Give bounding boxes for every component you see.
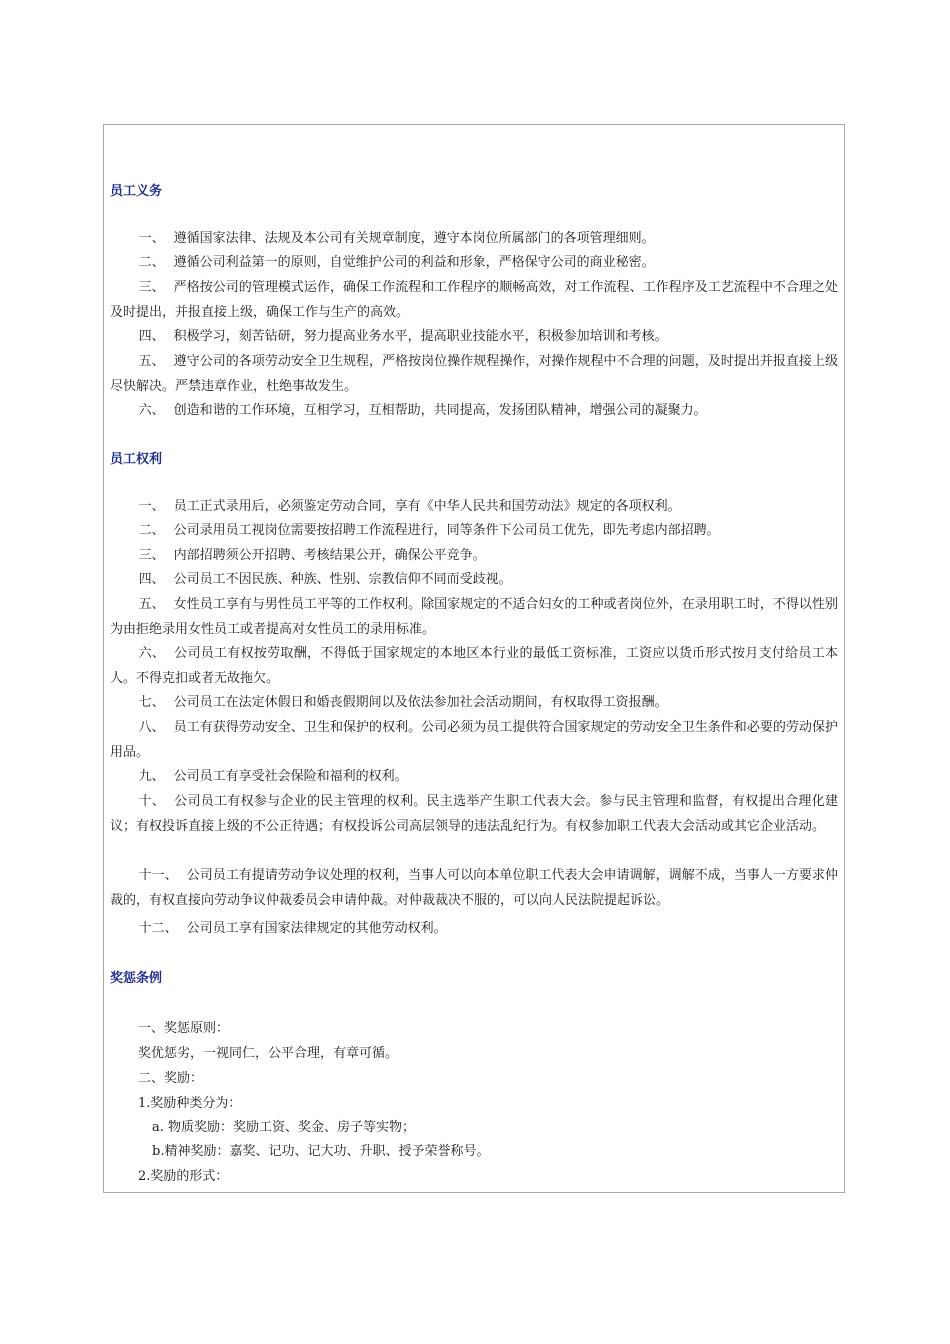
right-item-9: 九、 公司员工有享受社会保险和福利的权利。 xyxy=(138,769,408,784)
rewards-line-principle: 一、奖惩原则： xyxy=(138,1021,230,1036)
right-item-2: 二、 公司录用员工视岗位需要按招聘工作流程进行，同等条件下公司员工优先，即先考虑内部招聘。 xyxy=(138,523,720,538)
right-item-5: 五、 女性员工享有与男性员工平等的工作权利。除国家规定的不适合妇女的工种或者岗位外，在录用职工时，不得以性别为由拒绝录用女性员工或者提高对女性员工的录用标准。 xyxy=(110,597,838,637)
duty-item-1: 一、 遵循国家法律、法规及本公司有关规章制度，遵守本岗位所属部门的各项管理细则。 xyxy=(138,231,655,246)
rewards-line-material: a. 物质奖励：奖励工资、奖金、房子等实物； xyxy=(152,1120,416,1135)
duty-item-6: 六、 创造和谐的工作环境，互相学习，互相帮助，共同提高，发扬团队精神，增强公司的凝聚力。 xyxy=(138,403,707,418)
right-item-3: 三、 内部招聘须公开招聘、考核结果公开，确保公平竞争。 xyxy=(138,548,486,563)
right-item-7: 七、 公司员工在法定休假日和婚丧假期间以及依法参加社会活动期间，有权取得工资报酬。 xyxy=(138,695,668,710)
right-item-8: 八、 员工有获得劳动安全、卫生和保护的权利。公司必须为员工提供符合国家规定的劳动安全卫生条件和必要的劳动保护用品。 xyxy=(110,720,838,760)
right-item-10: 十、 公司员工有权参与企业的民主管理的权利。民主选举产生职工代表大会。参与民主管理和监督，有权提出合理化建议；有权投诉直接上级的不公正待遇；有权投诉公司高层领导的违法乱纪行为。有权参加职工代表大会活动或其它企业活动。 xyxy=(110,794,838,834)
rewards-line-forms: 2.奖励的形式： xyxy=(138,1169,229,1184)
section-heading-rights: 员工权利 xyxy=(110,452,163,467)
rewards-line-principle-text: 奖优惩劣，一视同仁，公平合理，有章可循。 xyxy=(138,1046,399,1061)
rewards-line-types: 1.奖励种类分为： xyxy=(138,1096,242,1111)
duty-item-2: 二、 遵循公司利益第一的原则，自觉维护公司的利益和形象，严格保守公司的商业秘密。 xyxy=(138,255,655,270)
section-heading-duties: 员工义务 xyxy=(110,184,163,199)
right-item-6: 六、 公司员工有权按劳取酬，不得低于国家规定的本地区本行业的最低工资标准，工资应以货币形式按月支付给员工本人。不得克扣或者无故拖欠。 xyxy=(110,646,838,686)
right-item-4: 四、 公司员工不因民族、种族、性别、宗教信仰不同而受歧视。 xyxy=(138,572,512,587)
right-item-12: 十二、 公司员工享有国家法律规定的其他劳动权利。 xyxy=(138,921,447,936)
section-heading-rewards: 奖惩条例 xyxy=(110,971,163,986)
duty-item-3: 三、 严格按公司的管理模式运作，确保工作流程和工作程序的顺畅高效，对工作流程、工作程序及工艺流程中不合理之处及时提出，并报直接上级，确保工作与生产的高效。 xyxy=(110,280,838,320)
right-item-11: 十一、 公司员工有提请劳动争议处理的权利，当事人可以向本单位职工代表大会申请调解，调解不成，当事人一方要求仲裁的，有权直接向劳动争议仲裁委员会申请仲裁。对仲裁裁决不服的，可以向人民法院提起诉讼。 xyxy=(110,868,838,908)
duty-item-5: 五、 遵守公司的各项劳动安全卫生规程，严格按岗位操作规程操作，对操作规程中不合理的问题，及时提出并报直接上级尽快解决。严禁违章作业，杜绝事故发生。 xyxy=(110,354,838,394)
right-item-1: 一、 员工正式录用后，必须鉴定劳动合同，享有《中华人民共和国劳动法》规定的各项权利。 xyxy=(138,499,681,514)
rewards-line-rewards: 二、奖励： xyxy=(138,1071,204,1086)
duty-item-4: 四、 积极学习，刻苦钻研，努力提高业务水平，提高职业技能水平，积极参加培训和考核。 xyxy=(138,329,668,344)
rewards-line-spiritual: b.精神奖励：嘉奖、记功、记大功、升职、授予荣誉称号。 xyxy=(152,1144,490,1159)
